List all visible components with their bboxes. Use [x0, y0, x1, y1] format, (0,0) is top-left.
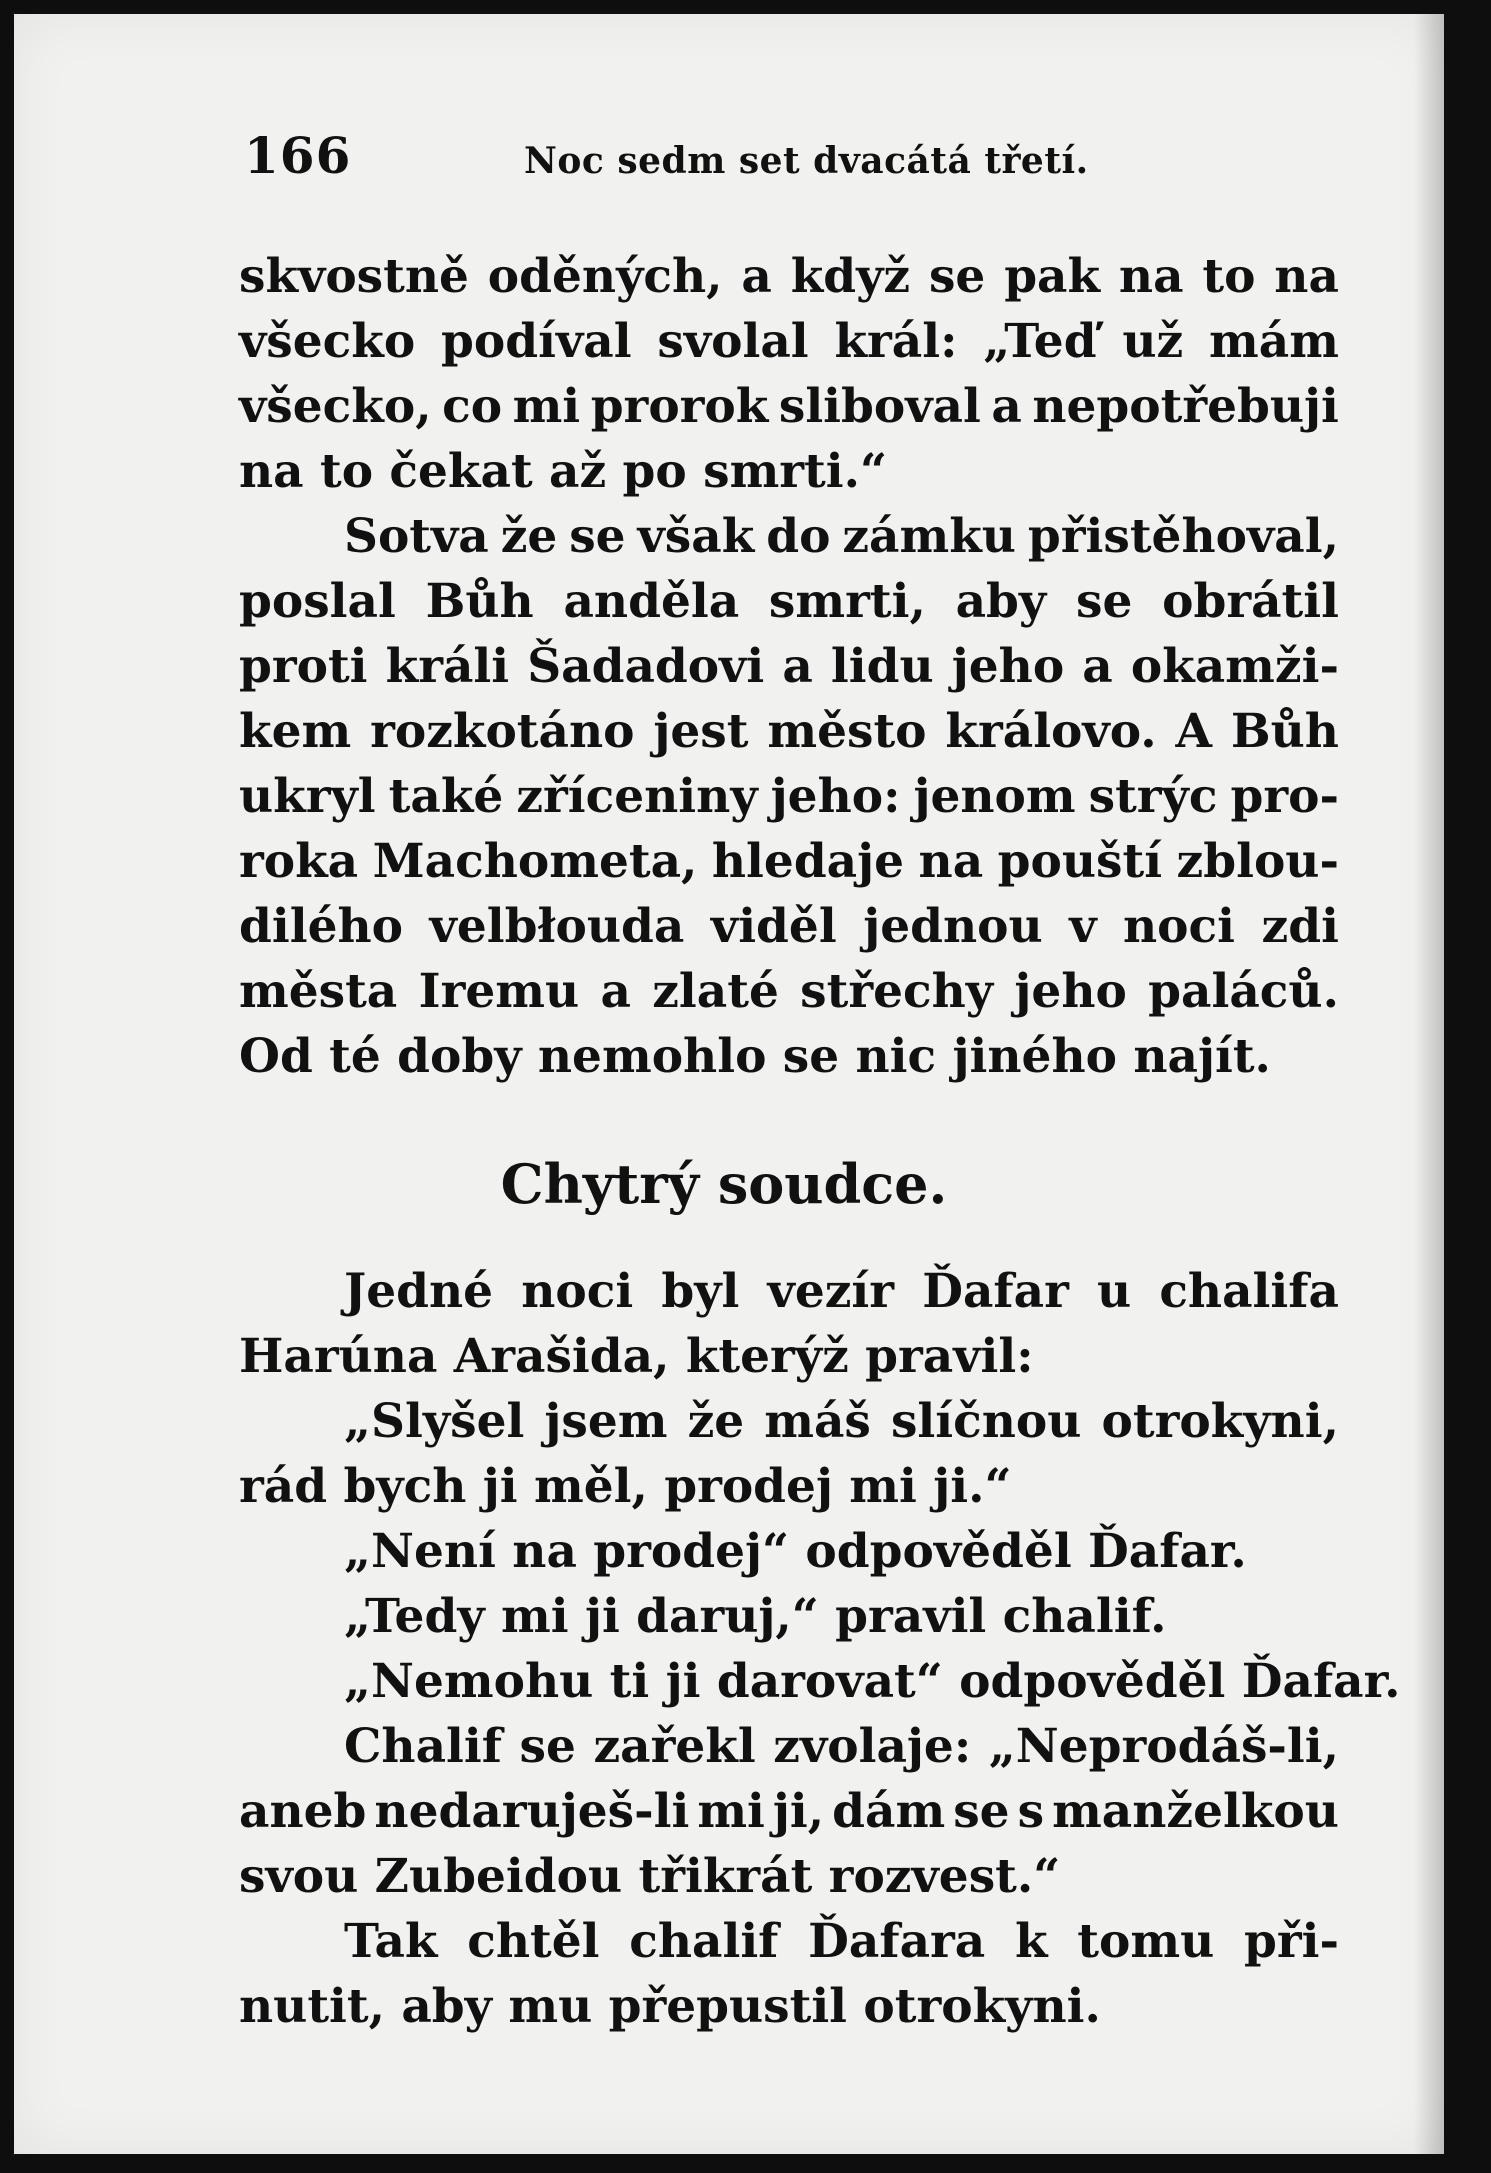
word: Tak	[344, 1914, 438, 1969]
text-line	[239, 1779, 1339, 1844]
word: s	[1017, 1784, 1045, 1839]
word: anděla	[563, 574, 740, 629]
word: A	[1175, 704, 1212, 759]
page-body	[239, 244, 1401, 2039]
word: se	[519, 1719, 576, 1774]
word: jest	[653, 704, 749, 759]
word: jsem	[544, 1394, 668, 1449]
word: ji,	[772, 1784, 825, 1839]
word: obrátil	[1162, 574, 1339, 629]
word: na	[918, 834, 984, 889]
word: viděl	[710, 899, 837, 954]
word: a	[1082, 639, 1113, 694]
word: město	[767, 704, 927, 759]
word: zařekl	[593, 1719, 756, 1774]
word: všecko,	[239, 379, 432, 434]
word: skvostně	[239, 249, 469, 304]
text-line	[239, 1519, 1339, 1584]
word: města	[239, 964, 398, 1019]
word: Bůh	[1230, 704, 1339, 759]
word: noci	[1123, 899, 1236, 954]
word: přistěhoval,	[1027, 509, 1339, 564]
word: jenom	[913, 769, 1076, 824]
word: nedaruješ-li	[374, 1784, 690, 1839]
word: Ďafar	[922, 1264, 1069, 1319]
word: u	[1097, 1264, 1132, 1319]
word: poslal	[239, 574, 396, 629]
word: sliboval	[778, 379, 981, 434]
word: se	[569, 509, 626, 564]
word: se	[1075, 574, 1133, 629]
text-line	[239, 1584, 1339, 1649]
word: máš	[764, 1394, 871, 1449]
word: k	[1014, 1914, 1048, 1969]
word: velbłouda	[429, 899, 685, 954]
word: král:	[834, 314, 958, 369]
word: Chalif	[344, 1719, 502, 1774]
text-line	[239, 1649, 1401, 1714]
text-line	[239, 1714, 1339, 1779]
word: Bůh	[425, 574, 534, 629]
word: roka	[239, 834, 359, 889]
word: okamži-	[1130, 639, 1339, 694]
word: „Neprodáš-li,	[988, 1719, 1339, 1774]
word: Šadadovi	[527, 639, 765, 694]
text-line	[239, 764, 1339, 829]
word: byl	[661, 1264, 740, 1319]
line-text: „Není na prodej“ odpověděl Ďafar.	[344, 1524, 1247, 1579]
text-line	[239, 374, 1339, 439]
word: pouští	[997, 834, 1163, 889]
word: proti	[239, 639, 368, 694]
page-edge-shadow	[1414, 14, 1444, 2154]
word: paláců.	[1148, 964, 1339, 1019]
word: Jedné	[344, 1264, 494, 1319]
word: jeho	[951, 639, 1065, 694]
text-line	[239, 1974, 1339, 2039]
word: to	[1202, 249, 1256, 304]
word: zlaté	[652, 964, 779, 1019]
text-line	[239, 699, 1339, 764]
word: že	[687, 1394, 745, 1449]
word: podíval	[441, 314, 632, 369]
word: do	[766, 509, 831, 564]
word: na	[1118, 249, 1184, 304]
word: a	[741, 249, 772, 304]
word: „Slyšel	[344, 1394, 525, 1449]
word: smrti,	[768, 574, 926, 629]
text-line	[239, 894, 1339, 959]
word: zvolaje:	[773, 1719, 972, 1774]
line-text: rád bych ji měl, prodej mi ji.“	[239, 1459, 1012, 1514]
word: jednou	[863, 899, 1043, 954]
word: nepotřebuji	[1032, 379, 1339, 434]
word: vezír	[767, 1264, 895, 1319]
word: chalif	[629, 1914, 779, 1969]
word: pak	[1004, 249, 1101, 304]
word: lidu	[830, 639, 934, 694]
word: a	[991, 379, 1022, 434]
word: zblou-	[1176, 834, 1339, 889]
word: prorok	[590, 379, 769, 434]
word: v	[1069, 899, 1097, 954]
line-text: „Nemohu ti ji darovat“ odpověděl Ďafar.	[344, 1654, 1401, 1709]
word: dám	[832, 1784, 946, 1839]
word: také	[388, 769, 504, 824]
word: se	[953, 1784, 1010, 1839]
word: a	[782, 639, 813, 694]
word: „Teď	[983, 314, 1097, 369]
line-text: Od té doby nemohlo se nic jiného najít.	[239, 1029, 1271, 1084]
text-line	[239, 504, 1339, 569]
word: všecko	[239, 314, 416, 369]
word: rozkotáno	[370, 704, 635, 759]
text-line	[239, 439, 1339, 504]
word: na	[1274, 249, 1339, 304]
word: a	[600, 964, 631, 1019]
word: se	[928, 249, 986, 304]
word: manželkou	[1052, 1784, 1339, 1839]
word: králi	[385, 639, 510, 694]
word: střechy	[800, 964, 994, 1019]
word: zříceniny	[516, 769, 758, 824]
line-text: na to čekat až po smrti.“	[239, 444, 888, 499]
text-line	[239, 1389, 1339, 1454]
text-line	[239, 829, 1339, 894]
word: hledaje	[711, 834, 905, 889]
word: však	[637, 509, 755, 564]
word: chtěl	[467, 1914, 600, 1969]
text-before-title	[239, 244, 1339, 1089]
text-line	[239, 569, 1339, 634]
page-number: 166	[244, 126, 352, 185]
word: mi	[697, 1784, 765, 1839]
word: zámku	[842, 509, 1016, 564]
word: otrokyni,	[1101, 1394, 1339, 1449]
text-line	[239, 634, 1339, 699]
word: už	[1122, 314, 1184, 369]
text-line	[239, 309, 1339, 374]
text-line	[239, 1259, 1339, 1324]
word: slíčnou	[890, 1394, 1082, 1449]
word: když	[790, 249, 911, 304]
text-line	[239, 959, 1339, 1024]
word: zdi	[1261, 899, 1339, 954]
word: strýc	[1088, 769, 1218, 824]
running-head: Noc sedm set dvacátá třetí.	[524, 140, 1089, 182]
line-text: Harúna Arašida, kterýž pravil:	[239, 1329, 1034, 1384]
word: co	[442, 379, 503, 434]
word: jeho:	[770, 769, 901, 824]
text-line	[239, 1909, 1339, 1974]
word: Iremu	[418, 964, 580, 1019]
text-line	[239, 1024, 1339, 1089]
text-after-title	[239, 1259, 1401, 2039]
line-text: svou Zubeidou třikrát rozvest.“	[239, 1849, 1061, 1904]
line-text: nutit, aby mu přepustil otrokyni.	[239, 1979, 1101, 2034]
word: chalifa	[1159, 1264, 1339, 1319]
word: mám	[1209, 314, 1339, 369]
page-header	[244, 126, 1144, 196]
word: Sotva	[344, 509, 489, 564]
section-title: Chytrý soudce.	[500, 1152, 948, 1216]
word: tomu	[1077, 1914, 1215, 1969]
line-text: „Tedy mi ji daruj,“ pravil chalif.	[344, 1589, 1167, 1644]
word: Machometa,	[372, 834, 698, 889]
text-line	[239, 1324, 1339, 1389]
word: aby	[955, 574, 1047, 629]
text-line	[239, 1844, 1339, 1909]
word: aneb	[239, 1784, 367, 1839]
word: královo.	[945, 704, 1157, 759]
word: noci	[521, 1264, 634, 1319]
word: kem	[239, 704, 352, 759]
text-line	[239, 244, 1339, 309]
text-line	[239, 1454, 1339, 1519]
book-page	[14, 14, 1444, 2154]
word: oděných,	[487, 249, 723, 304]
word: jeho	[1014, 964, 1127, 1019]
word: svolal	[657, 314, 809, 369]
word: Ďafara	[808, 1914, 986, 1969]
word: dilého	[239, 899, 403, 954]
word: mi	[512, 379, 581, 434]
word: pro-	[1230, 769, 1339, 824]
word: ukryl	[239, 769, 376, 824]
word: při-	[1244, 1914, 1339, 1969]
word: že	[500, 509, 558, 564]
